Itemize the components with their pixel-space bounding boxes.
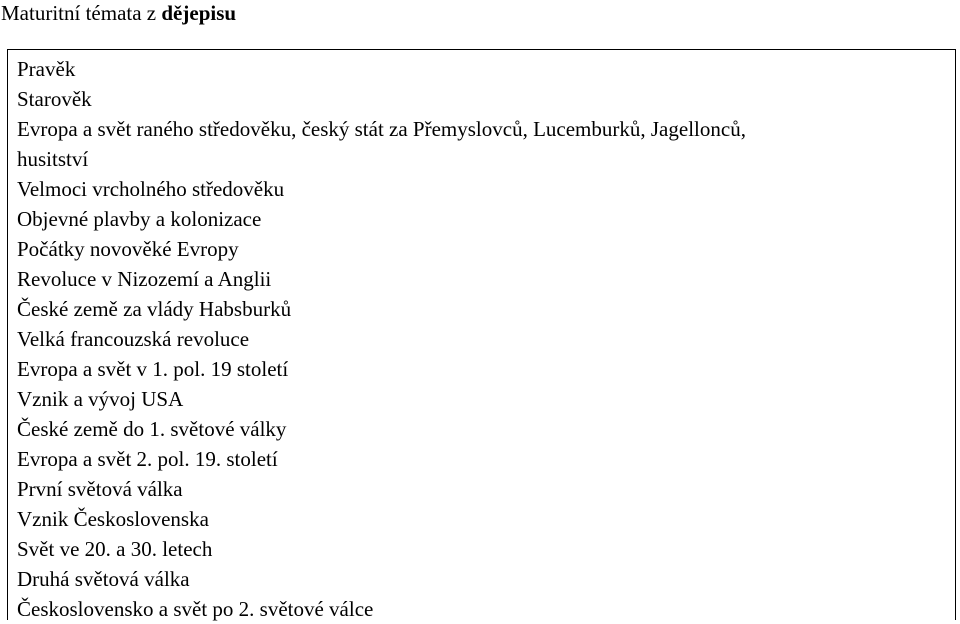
topic-item: Revoluce v Nizozemí a Anglii (17, 267, 272, 291)
topics-table (7, 49, 956, 620)
topic-item: Starověk (17, 87, 92, 111)
topic-item: Druhá světová válka (17, 567, 190, 591)
title-prefix: Maturitní témata z (1, 1, 162, 25)
topic-item: Evropa a svět raného středověku, český stát za Přemyslovců, Lucemburků, Jagellonců, (17, 117, 746, 141)
topic-item: Počátky novověké Evropy (17, 237, 239, 261)
topics-list (17, 54, 746, 624)
topic-item: Velmoci vrcholného středověku (17, 177, 285, 201)
topic-item: České země za vlády Habsburků (17, 297, 292, 321)
topic-item: Vznik a vývoj USA (17, 387, 184, 411)
topic-item: Evropa a svět 2. pol. 19. století (17, 447, 278, 471)
topic-item: Evropa a svět v 1. pol. 19 století (17, 357, 289, 381)
topic-item: Československo a svět po 2. světové válce (17, 597, 374, 621)
topic-item: Svět ve 20. a 30. letech (17, 537, 213, 561)
topic-item: Pravěk (17, 57, 76, 81)
title-subject: dějepisu (161, 1, 237, 25)
topic-item-continuation: husitství (17, 147, 89, 171)
topic-item: První světová válka (17, 477, 183, 501)
topic-item: Objevné plavby a kolonizace (17, 207, 262, 231)
topic-item: České země do 1. světové války (17, 417, 287, 441)
page-title (1, 0, 236, 26)
topic-item: Velká francouzská revoluce (17, 327, 250, 351)
topic-item: Vznik Československa (17, 507, 209, 531)
